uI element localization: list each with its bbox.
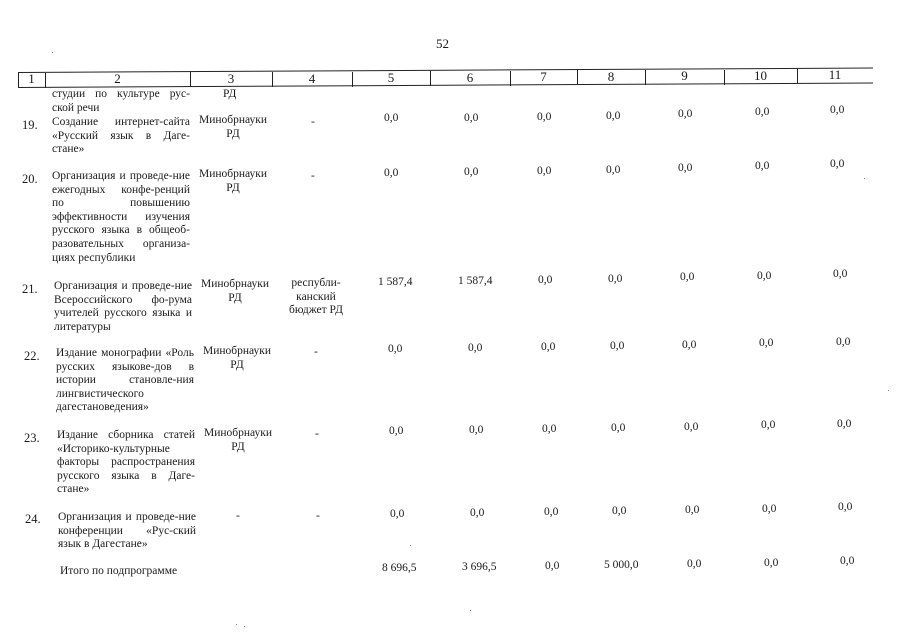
row-value-10: 0,0 [755, 106, 770, 118]
row-description: Издание сборника статей «Историко-культурные факторы распространения русского языка в Даге-стане» [57, 429, 195, 496]
col-header-2: 2 [114, 71, 121, 86]
scan-speck [864, 178, 865, 179]
row-value-5: 0,0 [384, 167, 399, 179]
row-value-11: 0,0 [838, 501, 853, 513]
row-value-5: 1 587,4 [378, 276, 413, 288]
row-value-6: 0,0 [469, 424, 484, 436]
row-executor: - [236, 510, 240, 522]
row-executor: Минобрнауки РД [198, 168, 268, 194]
row-number: 23. [24, 431, 40, 445]
row-value-5: 0,0 [389, 425, 404, 437]
col-header-3: 3 [227, 71, 235, 86]
row-value-7: 0,0 [544, 506, 559, 518]
col-header-10: 10 [754, 68, 767, 83]
col-header-9: 9 [681, 68, 688, 83]
row-value-5: 0,0 [388, 343, 403, 355]
row-value-5: 0,0 [390, 508, 405, 520]
row-value-6: 0,0 [464, 166, 479, 178]
row-source: - [311, 170, 315, 182]
row-value-11: 0,0 [830, 158, 845, 170]
row-value-7: 0,0 [542, 423, 557, 435]
row-value-7: 0,0 [537, 111, 552, 123]
col-header-7: 7 [540, 69, 547, 84]
total-value-11: 0,0 [840, 555, 855, 567]
col-header-4: 4 [308, 71, 316, 86]
scan-speck [52, 52, 53, 53]
col-header-11: 11 [828, 67, 842, 82]
row-number: 19. [22, 118, 38, 132]
row-description: Организация и проведе-ние ежегодных конфе-ренций по повышению эффективности изучения русского языка в общеоб-разовательных организа-циях республики [52, 170, 190, 264]
row-description: Создание интернет-сайта «Русский язык в Даге-стане» [52, 116, 190, 156]
row-value-10: 0,0 [755, 160, 770, 172]
row-value-5: 0,0 [384, 112, 399, 124]
row-source: - [311, 116, 315, 128]
continuation-executor: РД [223, 88, 237, 100]
row-value-11: 0,0 [836, 336, 851, 348]
total-label: Итого по подпрограмме [60, 565, 178, 577]
row-value-9: 0,0 [685, 504, 700, 516]
total-value-5: 8 696,5 [382, 562, 417, 574]
row-value-9: 0,0 [684, 421, 699, 433]
row-executor: Минобрнауки РД [203, 427, 273, 453]
scan-speck [470, 610, 471, 611]
row-description: Организация и проведе-ние Всероссийского фо-рума учителей русского языка и литературы [54, 280, 192, 333]
row-source: - [314, 346, 318, 358]
row-value-9: 0,0 [678, 108, 693, 120]
continuation-desc: студии по культуре рус-ской речи [52, 88, 190, 114]
row-number: 24. [25, 512, 41, 526]
scan-speck [410, 545, 411, 546]
row-executor: Минобрнауки РД [198, 114, 268, 140]
row-value-11: 0,0 [833, 268, 848, 280]
total-value-8: 5 000,0 [604, 559, 639, 571]
row-value-11: 0,0 [837, 418, 852, 430]
row-value-8: 0,0 [610, 340, 625, 352]
total-value-6: 3 696,5 [462, 561, 497, 573]
row-number: 21. [22, 282, 38, 296]
row-value-10: 0,0 [757, 270, 772, 282]
total-value-9: 0,0 [687, 558, 702, 570]
row-value-10: 0,0 [759, 337, 774, 349]
row-value-7: 0,0 [537, 165, 552, 177]
col-header-8: 8 [607, 69, 615, 84]
row-executor: Минобрнауки РД [202, 345, 272, 371]
row-value-8: 0,0 [611, 422, 626, 434]
row-value-8: 0,0 [606, 110, 621, 122]
row-value-9: 0,0 [678, 162, 693, 174]
row-value-7: 0,0 [541, 341, 556, 353]
row-value-10: 0,0 [761, 419, 776, 431]
col-header-6: 6 [466, 70, 474, 85]
row-executor: Минобрнауки РД [200, 278, 270, 304]
row-value-10: 0,0 [762, 503, 777, 515]
col-header-5: 5 [387, 70, 395, 85]
row-value-8: 0,0 [606, 164, 621, 176]
scan-speck [244, 626, 245, 627]
row-number: 22. [24, 349, 40, 363]
scan-speck [888, 390, 889, 391]
row-value-11: 0,0 [830, 104, 845, 116]
row-source: республи-канский бюджет РД [289, 277, 343, 317]
row-value-6: 0,0 [468, 342, 483, 354]
page-number: 52 [436, 36, 449, 51]
row-value-8: 0,0 [612, 505, 627, 517]
row-value-9: 0,0 [682, 339, 697, 351]
row-number: 20. [22, 172, 38, 186]
total-value-7: 0,0 [545, 560, 560, 572]
row-source: - [316, 510, 320, 522]
row-value-8: 0,0 [608, 273, 623, 285]
total-value-10: 0,0 [764, 557, 779, 569]
row-description: Организация и проведе-ние конференции «Рус-ский язык в Дагестане» [58, 511, 196, 551]
row-value-6: 0,0 [464, 112, 479, 124]
row-source: - [315, 428, 319, 440]
row-value-6: 0,0 [470, 507, 485, 519]
scan-speck [236, 624, 237, 625]
row-description: Издание монографии «Роль русских языкове-дов в истории становле-ния лингвистического дагестановедения» [56, 347, 194, 414]
col-header-1: 1 [28, 71, 35, 86]
row-value-6: 1 587,4 [458, 275, 493, 287]
row-value-9: 0,0 [680, 271, 695, 283]
row-value-7: 0,0 [538, 274, 553, 286]
